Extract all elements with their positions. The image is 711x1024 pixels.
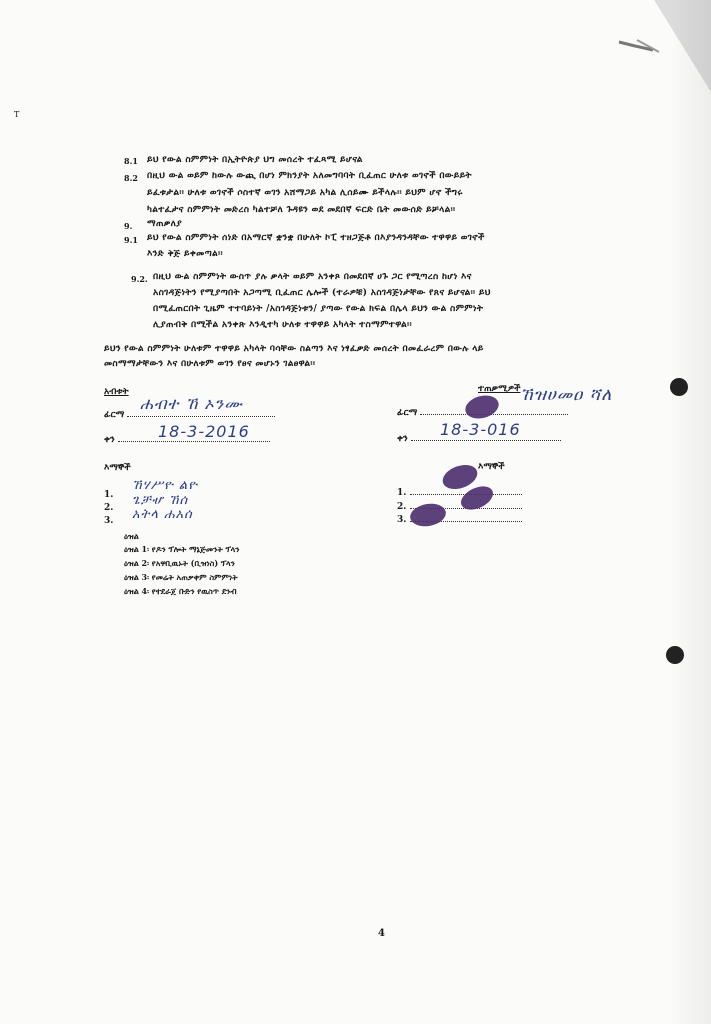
left-signature-line — [127, 416, 275, 417]
right-witnesses-title: እማኞች — [478, 462, 505, 472]
section-number-8-2: 8.2 — [124, 173, 138, 183]
right-signature: ኸዝሀመዐ ሻለ — [520, 385, 613, 405]
left-witness-name-2: ጌቻሇ ኸሰ — [132, 493, 189, 508]
section-number-8-1: 8.1 — [124, 156, 138, 166]
right-date-label-text: ቀን — [397, 434, 408, 444]
section-9-2-line-2: አስገዳጅነትን የሚያጣበት አጋጣሚ ቢፈጠር ሌሎች (ተራዎቹ) አስገዳጅነታቸው የጸና ይሆናል፡፡ ይህ — [153, 288, 491, 298]
section-8-2-line-2: ይፈቱታል፡፡ ሁለቱ ወገኖች ሶስተኛ ወገን አሸማጋይ አካል ሊሰይሙ ይችላሉ፡፡ ይህም ሆኖ ችግሩ — [147, 188, 463, 198]
right-date: 18-3-016 — [440, 420, 521, 439]
right-witness-number-1: 1. — [397, 488, 407, 498]
left-witness-number-1: 1. — [104, 490, 114, 500]
section-8-2-line-3: ካልተፈታና ስምምነት መድረስ ካልተቻለ ጉዳዩን ወደ መደበኛ ፍርድ ቤት መውሰድ ይቻላል፡፡ — [147, 205, 456, 215]
right-signature-label-text: ፊርማ — [397, 408, 418, 418]
section-number-9-1: 9.1 — [124, 235, 138, 245]
left-witness-number-2: 2. — [104, 503, 114, 513]
section-9-2-line-1: በዚህ ውል ስምምነት ውስጥ ያሉ ቃላት ወይም አንቀጾ በመደበኛ ሀጉ ጋር የሚጣረስ ከሆነ እና — [153, 272, 472, 282]
closing-line-2: መስማማታቸውን እና በሁለቱም ወገን የፀና መሆኑን ገልፀዋል፡፡ — [104, 359, 316, 369]
section-9-heading: ማጠቃለያ — [147, 219, 182, 229]
right-signature-line — [420, 414, 568, 415]
section-9-1-line-1: ይህ የውል ስምምነት ሰነድ በአማርኛ ቋንቋ በሁለት ኮፒ ተዘጋጅቶ በእያንዳንዳቸው ተዋዋይ ወገኖች — [147, 233, 485, 243]
section-8-2-line-1: በዚህ ውል ወይም ከውሉ ውጪ በሆነ ምክንያት አለመግባባት ቢፈጠር ሁለቱ ወገኖች በውይይት — [147, 171, 472, 181]
section-number-9-2: 9.2. — [131, 274, 148, 284]
left-witness-number-3: 3. — [104, 516, 114, 526]
left-date: 18-3-2016 — [158, 422, 250, 441]
page-number: 4 — [378, 928, 385, 939]
attachment-item-4: ዕዝል 4፡ የተደራጀ ቡድን የዉስጥ ደንብ — [124, 586, 237, 596]
left-party-title: አብቱት — [104, 387, 129, 397]
right-date-line — [411, 440, 561, 441]
corner-mark: T — [14, 110, 20, 119]
left-signature: ሐብተ ኸ ኦንሙ — [140, 394, 243, 413]
left-witnesses-title: እማኞች — [104, 463, 131, 473]
right-witness-number-3: 3. — [397, 515, 407, 525]
section-9-1-line-2: እንድ ቅጅ ይቀመጣል፡፡ — [147, 249, 223, 259]
left-witness-name-3: አትላ ሐአሰ — [132, 507, 193, 522]
closing-line-1: ይህን የውል ስምምነት ሁለቱም ተዋዋይ አካላት ባሳቸው ስልጣን እና ነፃፈቃድ መሰረት በመፈራረም በውሉ ላይ — [104, 344, 484, 354]
left-date-line — [118, 441, 270, 442]
attachment-item-2: ዕዝል 2፡ የአዋቢዉኑት (ቢዝነስ) ፕላን — [124, 558, 235, 568]
left-date-label-text: ቀን — [104, 435, 115, 445]
attachment-item-3: ዕዝል 3፡ የመሬት አጠቃቀም ስምምነት — [124, 572, 238, 582]
attachments-title: ዕዝል — [124, 531, 139, 541]
right-witness-number-2: 2. — [397, 502, 407, 512]
right-party-title: ተጠቃሚዎች — [478, 384, 521, 394]
left-witness-name-1: ኸሃሥዮ ልዮ — [132, 478, 198, 493]
attachment-item-1: ዕዝል 1፡ የዶን ፕሎት ማኔጅመንት ፕላን — [124, 544, 240, 554]
section-9-2-line-3: በሚፈጠርበት ጊዜም ተተባይነት /አስገዳጅነቱን/ ያጣው የውል ክፍል በሌላ ይህን ውል ስምምነት — [153, 304, 484, 314]
left-signature-label-text: ፊርማ — [104, 410, 125, 420]
section-9-2-line-4: ሊያጠብቅ በሚችል አንቀጽ እንዲተካ ሁለቱ ተዋዋይ አካላት ተስማምተዋል፡፡ — [153, 320, 412, 330]
section-8-1-text: ይህ የውል ስምምነት በኢትዮጵያ ህግ መሰረት ተፈጻሚ ይሆናል — [147, 155, 363, 165]
section-number-9: 9. — [124, 221, 133, 231]
